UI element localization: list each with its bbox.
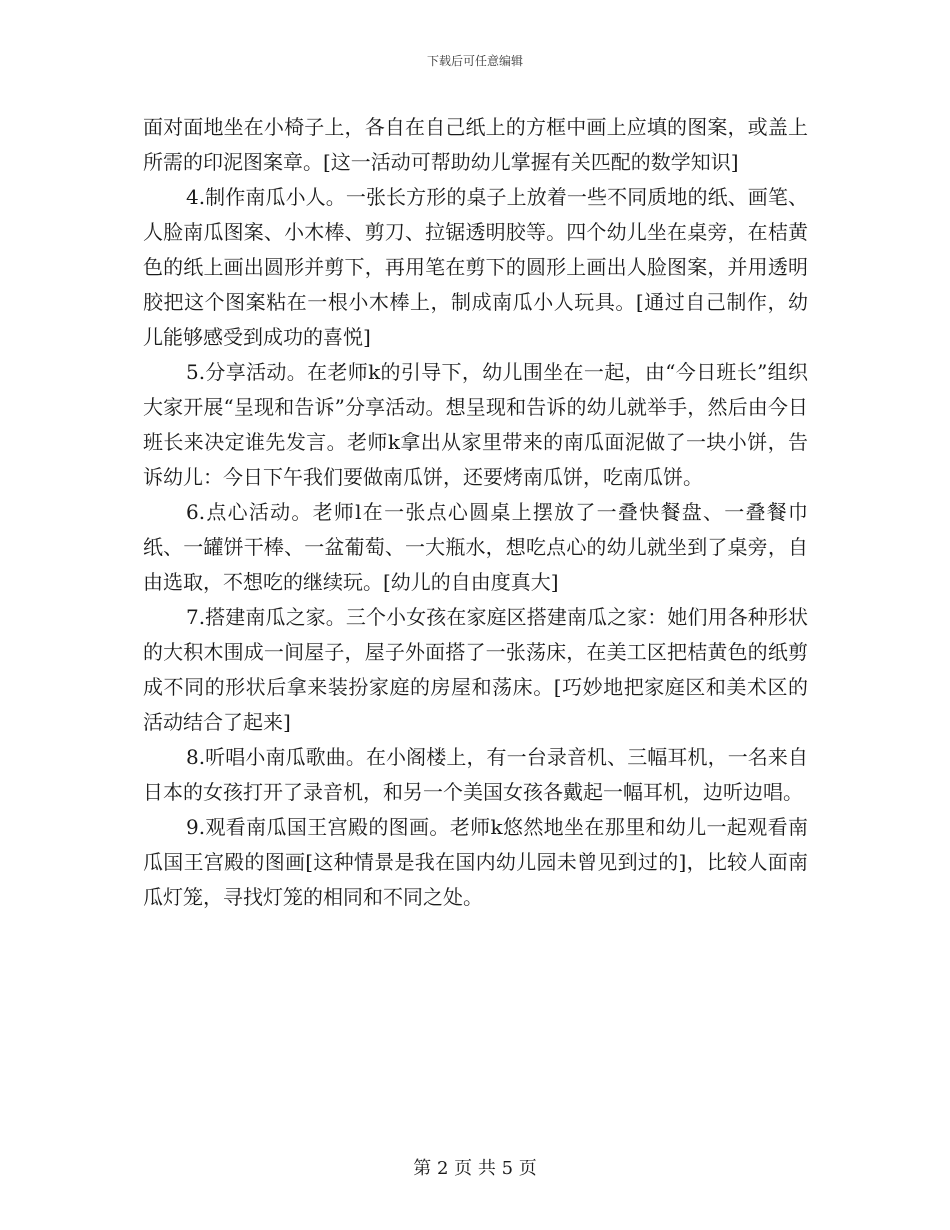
paragraph-item-7: 7.搭建南瓜之家。三个小女孩在家庭区搭建南瓜之家：她们用各种形状的大积木围成一间屋子，屋子外面搭了一张荡床，在美工区把桔黄色的纸剪成不同的形状后拿来装扮家庭的房屋和荡床。[巧妙地把家庭区和美术区的活动结合了起来] bbox=[143, 605, 808, 734]
paragraph-continuation: 面对面地坐在小椅子上，各自在自己纸上的方框中画上应填的图案，或盖上所需的印泥图案章。[这一活动可帮助幼儿掌握有关匹配的数学知识] bbox=[143, 115, 808, 174]
page-header: 下载后可任意编辑 bbox=[426, 54, 523, 68]
page-number: 第 2 页 共 5 页 bbox=[413, 1158, 537, 1179]
paragraph-item-9: 9.观看南瓜国王宫殿的图画。老师k悠然地坐在那里和幼儿一起观看南瓜国王宫殿的图画[这种情景是我在国内幼儿园未曾见到过的]，比较人面南瓜灯笼，寻找灯笼的相同和不同之处。 bbox=[143, 815, 808, 909]
paragraph-item-8: 8.听唱小南瓜歌曲。在小阁楼上，有一台录音机、三幅耳机，一名来自日本的女孩打开了录音机，和另一个美国女孩各戴起一幅耳机，边听边唱。 bbox=[143, 745, 808, 804]
paragraph-item-6: 6.点心活动。老师l在一张点心圆桌上摆放了一叠快餐盘、一叠餐巾纸、一罐饼干棒、一盆葡萄、一大瓶水，想吃点心的幼儿就坐到了桌旁，自由选取，不想吃的继续玩。[幼儿的自由度真大] bbox=[143, 500, 808, 594]
paragraph-item-5: 5.分享活动。在老师k的引导下，幼儿围坐在一起，由“今日班长”组织大家开展“呈现和告诉”分享活动。想呈现和告诉的幼儿就举手，然后由今日班长来决定谁先发言。老师k拿出从家里带来的南瓜面泥做了一块小饼，告诉幼儿：今日下午我们要做南瓜饼，还要烤南瓜饼，吃南瓜饼。 bbox=[143, 360, 808, 489]
document-body bbox=[143, 110, 808, 915]
paragraph-item-4: 4.制作南瓜小人。一张长方形的桌子上放着一些不同质地的纸、画笔、人脸南瓜图案、小木棒、剪刀、拉锯透明胶等。四个幼儿坐在桌旁，在桔黄色的纸上画出圆形并剪下，再用笔在剪下的圆形上画出人脸图案，并用透明胶把这个图案粘在一根小木棒上，制成南瓜小人玩具。[通过自己制作，幼儿能够感受到成功的喜悦] bbox=[143, 185, 808, 349]
